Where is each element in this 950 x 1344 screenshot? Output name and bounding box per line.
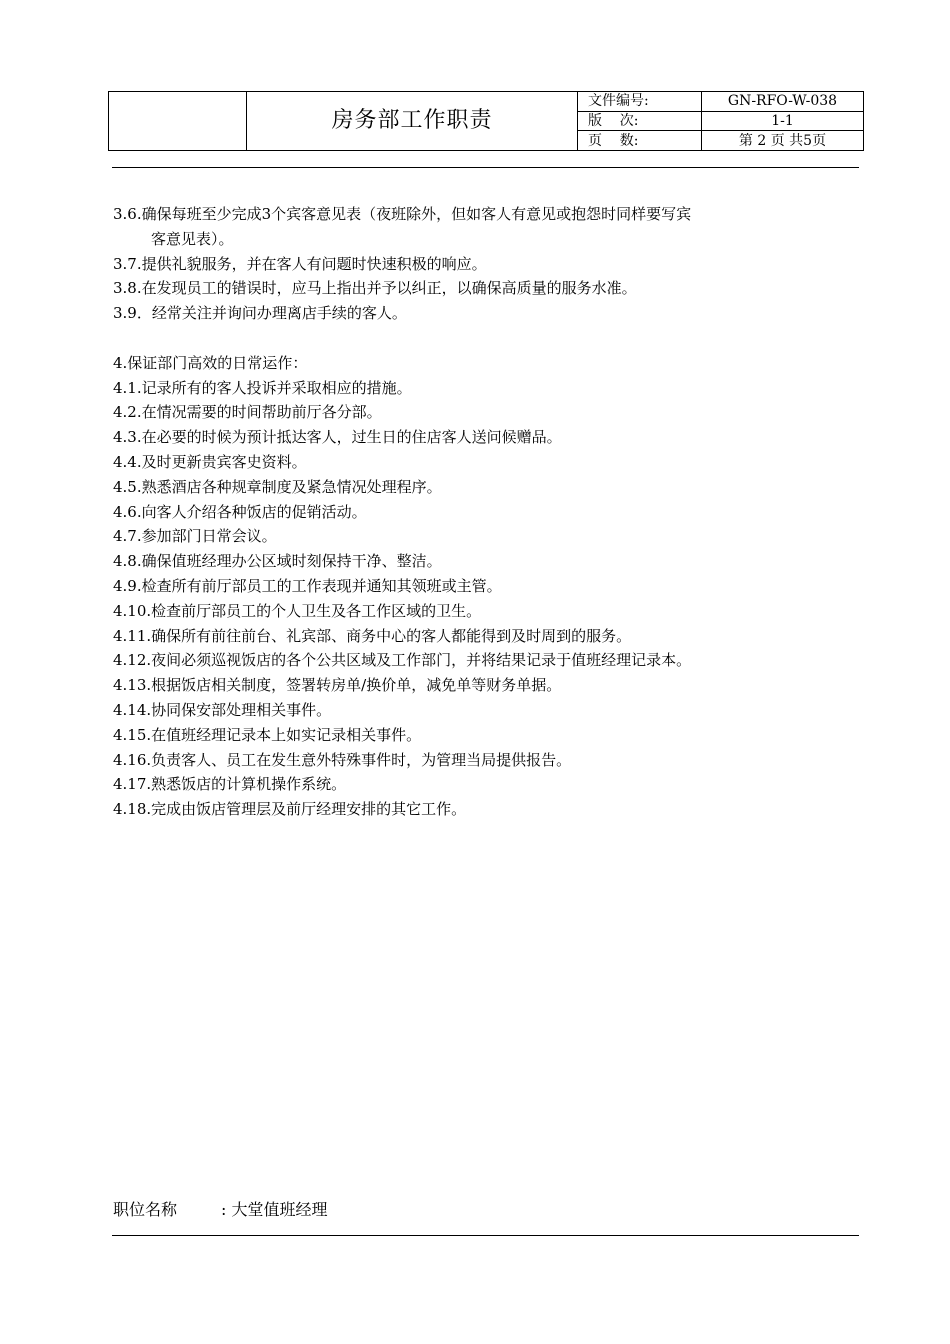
duty-line: 4.9.检查所有前厅部员工的工作表现并通知其领班或主管。 xyxy=(113,576,502,595)
duty-line: 3.8.在发现员工的错误时，应马上指出并予以纠正，以确保高质量的服务水准。 xyxy=(113,279,637,298)
footer-divider xyxy=(112,1235,859,1236)
duty-line: 4.6.向客人介绍各种饭店的促销活动。 xyxy=(113,502,367,521)
document-header-table xyxy=(108,91,864,151)
duty-line: 4.13.根据饭店相关制度，签署转房单/换价单，减免单等财务单据。 xyxy=(113,676,562,695)
page-count-value: 第 2 页 共5页 xyxy=(702,131,864,151)
header-divider xyxy=(112,167,859,168)
document-title: 房务部工作职责 xyxy=(247,92,578,151)
blank-line xyxy=(113,326,865,351)
position-label: 职位名称 xyxy=(113,1200,178,1219)
duty-line: 4.2.在情况需要的时间帮助前厅各分部。 xyxy=(113,403,382,422)
duty-line: 4.15.在值班经理记录本上如实记录相关事件。 xyxy=(113,725,422,744)
duty-line: 4.10.检查前厅部员工的个人卫生及各工作区域的卫生。 xyxy=(113,601,482,620)
duty-line: 4.保证部门高效的日常运作： xyxy=(113,353,308,372)
duty-line: 4.4.及时更新贵宾客史资料。 xyxy=(113,452,307,471)
doc-number-label: 文件编号: xyxy=(578,92,702,112)
duty-line: 4.18.完成由饭店管理层及前厅经理安排的其它工作。 xyxy=(113,800,467,819)
duty-line: 4.1.记录所有的客人投诉并采取相应的措施。 xyxy=(113,378,412,397)
duty-line: 4.7.参加部门日常会议。 xyxy=(113,527,277,546)
duty-line: 4.8.确保值班经理办公区域时刻保持干净、整洁。 xyxy=(113,552,442,571)
position-separator: : xyxy=(221,1200,227,1219)
duty-line: 客意见表）。 xyxy=(151,229,234,248)
duty-line: 3.7.提供礼貌服务，并在客人有问题时快速积极的响应。 xyxy=(113,254,487,273)
duties-list xyxy=(113,202,865,822)
duty-line: 4.14.协同保安部处理相关事件。 xyxy=(113,700,332,719)
duty-line: 4.12.夜间必须巡视饭店的各个公共区域及工作部门，并将结果记录于值班经理记录本。 xyxy=(113,651,692,670)
page-count-label: 页 数: xyxy=(578,131,702,151)
position-value: 大堂值班经理 xyxy=(231,1200,328,1219)
version-value: 1-1 xyxy=(702,111,864,131)
duty-line: 4.17.熟悉饭店的计算机操作系统。 xyxy=(113,775,347,794)
logo-cell xyxy=(109,92,247,151)
duty-line: 4.16.负责客人、员工在发生意外特殊事件时，为管理当局提供报告。 xyxy=(113,750,572,769)
version-label: 版 次: xyxy=(578,111,702,131)
duty-line: 3.6.确保每班至少完成3个宾客意见表（夜班除外，但如客人有意见或抱怨时同样要写宾 xyxy=(113,205,692,223)
doc-number-value: GN-RFO-W-038 xyxy=(702,92,864,112)
duty-line: 4.5.熟悉酒店各种规章制度及紧急情况处理程序。 xyxy=(113,477,442,496)
position-title-line xyxy=(113,1198,328,1222)
duty-line: 3.9．经常关注并询问办理离店手续的客人。 xyxy=(113,304,407,323)
duty-line: 4.3.在必要的时候为预计抵达客人，过生日的住店客人送问候赠品。 xyxy=(113,428,562,447)
duty-line: 4.11.确保所有前往前台、礼宾部、商务中心的客人都能得到及时周到的服务。 xyxy=(113,626,632,645)
